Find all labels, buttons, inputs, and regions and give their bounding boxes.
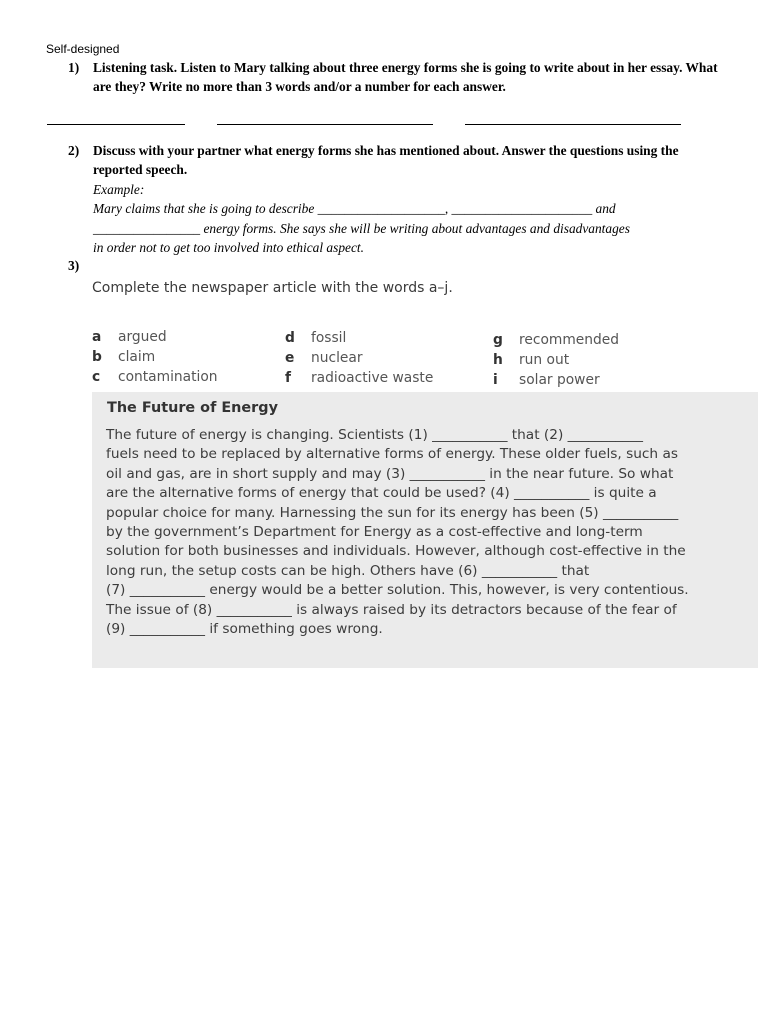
- textbook-exercise: [92, 276, 758, 668]
- document-header: Self-designed: [46, 42, 120, 56]
- word-bank-letter: e: [285, 350, 295, 366]
- article-line: (7) ___________ energy would be a better solution. This, however, is very contentious.: [106, 582, 689, 599]
- word-bank-word: claim: [118, 349, 156, 365]
- question-1: [68, 58, 718, 97]
- word-bank-letter: c: [92, 369, 101, 385]
- article-line: long run, the setup costs can be high. Others have (6) ___________ that: [106, 562, 590, 579]
- article-line: solution for both businesses and individuals. However, although cost-effective in the: [106, 543, 686, 560]
- newspaper-article: [92, 392, 758, 668]
- article-line: by the government’s Department for Energy as a cost-effective and long-term: [106, 524, 643, 541]
- article-line: popular choice for many. Harnessing the sun for its energy has been (5) ___________: [106, 504, 679, 521]
- example-line-1: Mary claims that she is going to describe ___________________, _____________________ and: [93, 201, 616, 217]
- answer-line-3[interactable]: [465, 124, 681, 125]
- word-bank-item: [493, 350, 569, 370]
- word-bank-item: [92, 367, 218, 387]
- example-line-3: in order not to get too involved into ethical aspect.: [93, 240, 364, 256]
- word-bank-letter: d: [285, 330, 295, 346]
- article-line: (9) ___________ if something goes wrong.: [106, 621, 383, 638]
- word-bank-word: solar power: [519, 372, 600, 388]
- example-line-2: ________________ energy forms. She says she will be writing about advantages and disadvantages: [93, 220, 630, 236]
- article-line: oil and gas, are in short supply and may (3) ___________ in the near future. So what: [106, 465, 674, 482]
- word-bank-word: nuclear: [311, 350, 363, 366]
- word-bank-item: [285, 368, 433, 388]
- word-bank-word: run out: [519, 352, 570, 368]
- word-bank-item: [92, 347, 155, 367]
- word-bank-word: fossil: [311, 330, 347, 346]
- question-2: [68, 141, 718, 257]
- question-1-text: Listening task. Listen to Mary talking about three energy forms she is going to write about in her essay. What are they? Write no more than 3 words and/or a number for each answer.: [93, 60, 718, 95]
- word-bank-letter: b: [92, 349, 102, 365]
- word-bank-item: [493, 330, 619, 350]
- article-line: The issue of (8) ___________ is always raised by its detractors because of the fear of: [106, 601, 677, 618]
- word-bank-letter: h: [493, 352, 503, 368]
- answer-line-2[interactable]: [217, 124, 433, 125]
- word-bank-letter: f: [285, 370, 292, 386]
- example-label: Example:: [93, 181, 145, 197]
- article-line: fuels need to be replaced by alternative forms of energy. These older fuels, such as: [106, 446, 678, 463]
- article-title: The Future of Energy: [107, 400, 278, 416]
- word-bank-word: argued: [118, 329, 167, 345]
- question-2-text: Discuss with your partner what energy forms she has mentioned about. Answer the questions using the reported speech.: [93, 143, 679, 178]
- word-bank-item: [92, 327, 167, 347]
- question-2-number: 2): [68, 143, 80, 158]
- word-bank-item: [285, 328, 346, 348]
- article-line: The future of energy is changing. Scientists (1) ___________ that (2) ___________: [106, 427, 643, 443]
- exercise-instruction: Complete the newspaper article with the words a–j.: [92, 280, 453, 296]
- word-bank-item: [493, 370, 600, 390]
- word-bank-word: radioactive waste: [311, 370, 434, 386]
- word-bank-letter: g: [493, 332, 503, 348]
- word-bank: [92, 300, 758, 392]
- article-line: are the alternative forms of energy that could be used? (4) ___________ is quite a: [106, 485, 657, 502]
- word-bank-word: contamination: [118, 369, 218, 385]
- question-1-number: 1): [68, 60, 80, 75]
- question-3-number: 3): [68, 258, 80, 273]
- answer-line-1[interactable]: [47, 124, 185, 125]
- word-bank-letter: i: [493, 372, 498, 388]
- word-bank-item: [285, 348, 363, 368]
- word-bank-letter: a: [92, 329, 102, 345]
- article-body: [106, 426, 742, 639]
- word-bank-word: recommended: [519, 332, 620, 348]
